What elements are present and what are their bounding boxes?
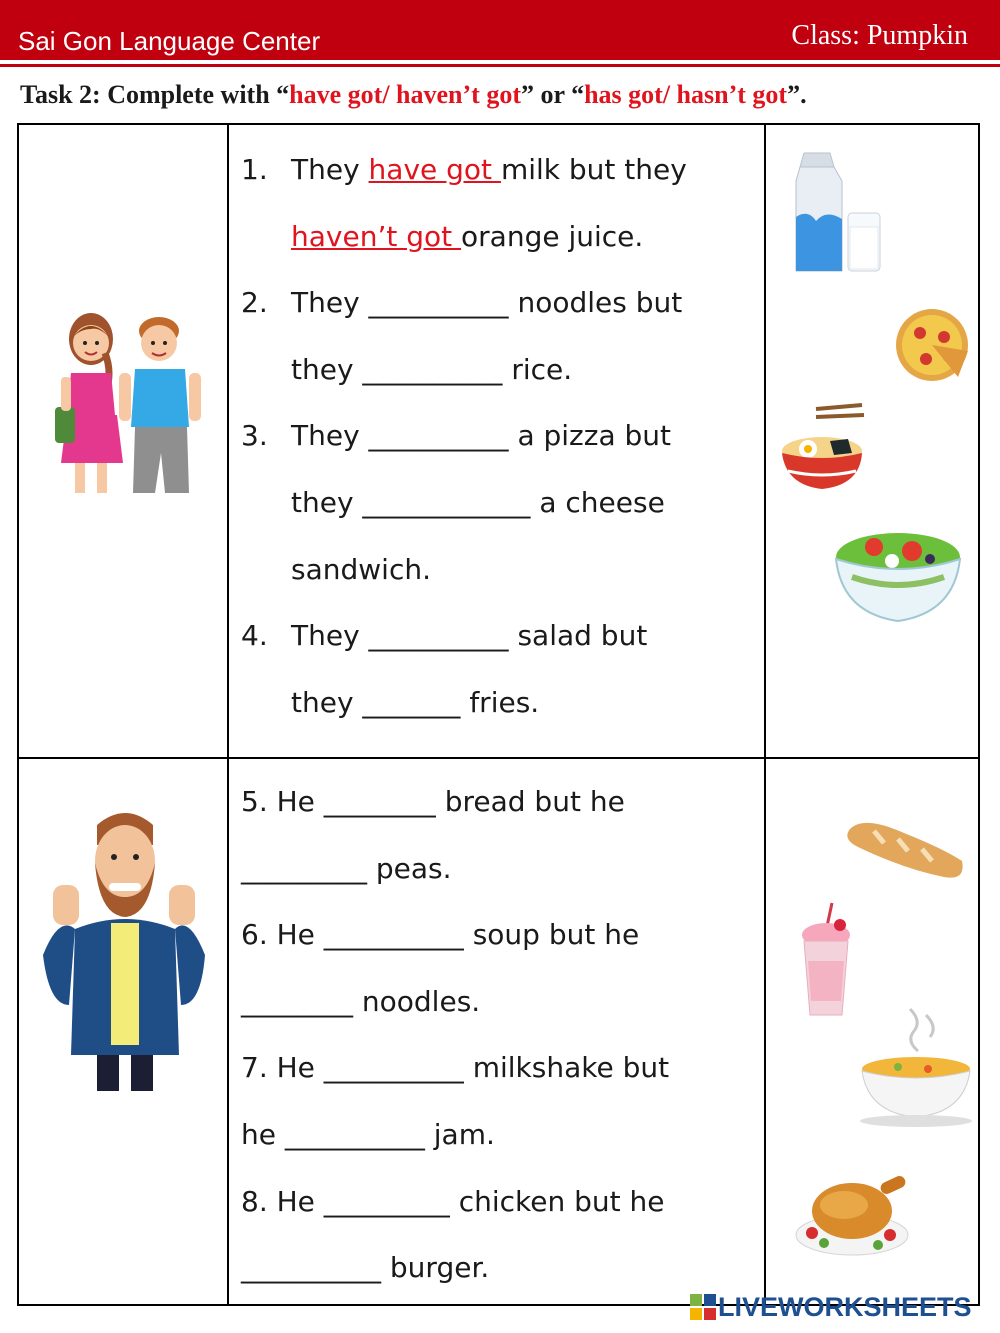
roast-chicken-icon	[794, 1163, 910, 1259]
sentence-line[interactable]: 2. They __________ noodles but	[241, 286, 683, 320]
sentence-line[interactable]: 5. He ________ bread but he	[241, 785, 625, 818]
class-label: Class: Pumpkin	[791, 20, 968, 51]
sentence-line[interactable]: they _______ fries.	[291, 685, 540, 719]
salad-bowl-icon	[832, 517, 964, 625]
task-option-have-got: have got/ haven’t got	[289, 80, 521, 109]
sentence-line[interactable]: 7. He __________ milkshake but	[241, 1051, 670, 1085]
exercise-table	[17, 123, 980, 1306]
sentence-line[interactable]: 8. He _________ chicken but he	[241, 1184, 665, 1218]
milk-carton-and-glass-illustration	[786, 147, 886, 275]
sentence-line[interactable]: they __________ rice.	[291, 352, 573, 386]
food-cell-they	[765, 124, 979, 758]
center-name: Sai Gon Language Center	[18, 26, 321, 56]
sentence-line[interactable]: 6. He __________ soup but he	[241, 918, 640, 952]
milkshake-icon	[796, 901, 856, 1023]
sentences-cell-they	[228, 124, 765, 758]
task-prefix: Task 2: Complete with “	[20, 80, 290, 109]
task-middle: ” or “	[521, 80, 585, 109]
sentence-line[interactable]: ________ noodles.	[241, 984, 481, 1018]
answer-havent-got[interactable]: haven’t got	[291, 219, 462, 253]
task-instruction	[20, 80, 807, 110]
sentence-line[interactable]: 3. They __________ a pizza but	[241, 419, 672, 453]
food-cell-he	[765, 758, 979, 1305]
header-divider	[0, 64, 1000, 67]
task-suffix: ”.	[787, 80, 807, 109]
sentences-cell-he	[228, 758, 765, 1305]
sentence-line: sandwich.	[291, 552, 431, 586]
pizza-icon	[892, 307, 972, 383]
exercise-row-they	[18, 124, 979, 758]
people-cell-they	[18, 124, 228, 758]
people-cell-he	[18, 758, 228, 1305]
noodle-bowl-icon	[780, 401, 866, 493]
sentence-line[interactable]: __________ burger.	[241, 1251, 490, 1285]
boy-and-girl-illustration	[39, 303, 209, 499]
sentence-line[interactable]: 4. They __________ salad but	[241, 619, 648, 653]
sentence-line: 1. They have got milk but they	[241, 153, 687, 186]
liveworksheets-logo-icon	[690, 1294, 716, 1320]
soup-bowl-icon	[858, 1005, 976, 1129]
sentence-line[interactable]: he __________ jam.	[241, 1117, 495, 1151]
sentence-line[interactable]: _________ peas.	[241, 851, 452, 885]
bearded-man-thumbs-up-illustration	[39, 805, 209, 1095]
answer-have-got[interactable]: have got	[368, 153, 501, 186]
sentence-line[interactable]: they ____________ a cheese	[291, 485, 665, 519]
exercise-row-he	[18, 758, 979, 1305]
task-option-has-got: has got/ hasn’t got	[584, 80, 788, 109]
sentence-line: haven’t got orange juice.	[291, 219, 644, 253]
bread-icon	[844, 815, 968, 883]
liveworksheets-logo: LIVEWORKSHEETS	[690, 1292, 972, 1323]
